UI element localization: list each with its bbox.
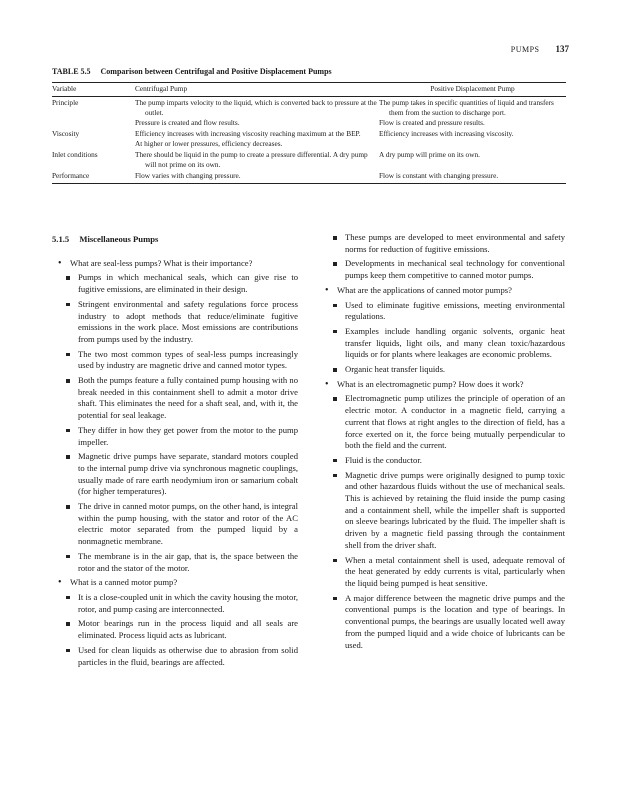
table-cell-centrifugal: [135, 149, 379, 170]
answer-item: Fluid is the conductor.: [319, 455, 565, 467]
table-cell-centrifugal: [135, 128, 379, 149]
section-title: Miscellaneous Pumps: [79, 234, 159, 244]
table-title: Comparison between Centrifugal and Positive Displacement Pumps: [100, 67, 332, 76]
table-cell-variable: Performance: [52, 170, 135, 184]
left-column: [52, 234, 298, 668]
running-head-section: PUMPS: [510, 45, 540, 54]
qa-list: [319, 232, 565, 651]
answer-item: Magnetic drive pumps have separate, standard motors coupled to the internal pump drive via synchronous magnetic couplings, usually made of rare earth neodymium iron or samarium cobalt (for higher temperatures).: [52, 451, 298, 498]
table-cell-positive: [379, 128, 566, 149]
cell-line: Flow varies with changing pressure.: [135, 171, 241, 180]
table-cell-variable: Principle: [52, 98, 79, 107]
answer-item: Used for clean liquids as otherwise due to abrasion from solid particles in the fluid, bearings are affected.: [52, 645, 298, 668]
answer-item: Magnetic drive pumps were originally designed to pump toxic and other hazardous fluids without the use of mechanical seals. This is achieved by retaining the fluid inside the pump casing and a containment shell, while the impeller shaft is supported on sleeve bearings lubricated by the fluid. The impeller shaft is driven by a magnetic field passing through the containment shell from the driver shaft.: [319, 470, 565, 552]
cell-line: Flow is created and pressure results.: [379, 118, 485, 127]
cell-line: Flow is constant with changing pressure.: [379, 171, 499, 180]
answer-item: Stringent environmental and safety regulations force process industry to adopt methods that reduce/eliminate fugitive emissions in the work place. Most emissions are contributions from pumps used by the industry.: [52, 299, 298, 346]
table-cell-variable: Inlet conditions: [52, 150, 98, 159]
table-row: [52, 97, 566, 129]
table-row: [52, 170, 566, 184]
answer-item: Pumps in which mechanical seals, which can give rise to fugitive emissions, are eliminated in their design.: [52, 272, 298, 295]
question: • What is a canned motor pump?: [52, 577, 298, 589]
column-header: Positive Displacement Pump: [379, 83, 566, 97]
qa-list: [52, 258, 298, 669]
running-header: [511, 44, 569, 54]
page-number: 137: [555, 44, 569, 54]
answer-item: When a metal containment shell is used, adequate removal of the heat generated by eddy currents is vital, particularly when the liquid being pumped is heat sensitive.: [319, 555, 565, 590]
table-cell-centrifugal: [135, 97, 379, 129]
table-cell-positive: [379, 97, 566, 129]
answer-item: Organic heat transfer liquids.: [319, 364, 565, 376]
answer-item: Both the pumps feature a fully contained pump housing with no break needed in this containment shell to admit a motor drive shaft. This eliminates the need for a shaft seal, and, with it, the potential for seal leakage.: [52, 375, 298, 422]
answer-item: The drive in canned motor pumps, on the other hand, is integral within the pump housing, with the stator and rotor of the AC electric motor separated from the pumped liquid by a nonmagnetic membrane.: [52, 501, 298, 548]
answer-item: The two most common types of seal-less pumps increasingly used by industry are magnetic drive and canned motor types.: [52, 349, 298, 372]
answer-item: Used to eliminate fugitive emissions, meeting environmental regulations.: [319, 300, 565, 323]
cell-line: Pressure is created and flow results.: [135, 118, 240, 127]
answer-item: Examples include handling organic solvents, organic heat transfer liquids, light oils, and many clean toxic/hazardous liquids or for plants where leakages are economic problems.: [319, 326, 565, 361]
comparison-table: [52, 82, 566, 184]
table-caption: [52, 67, 332, 76]
question: • What are the applications of canned motor pumps?: [319, 285, 565, 297]
table-cell-centrifugal: [135, 170, 379, 184]
answer-item: Developments in mechanical seal technology for conventional pumps keep them competitive to canned motor pumps.: [319, 258, 565, 281]
right-column: [319, 232, 565, 651]
table-cell-variable: Viscosity: [52, 129, 80, 138]
cell-line: A dry pump will prime on its own.: [379, 150, 480, 159]
cell-line: The pump imparts velocity to the liquid, which is converted back to pressure at the outlet.: [135, 98, 377, 117]
answer-item: The membrane is in the air gap, that is, the space between the rotor and the stator of the motor.: [52, 551, 298, 574]
section-number: 5.1.5: [52, 234, 70, 244]
cell-line: At higher or lower pressures, efficiency decreases.: [135, 139, 283, 148]
cell-line: There should be liquid in the pump to create a pressure differential. A dry pump will not prime on its own.: [135, 150, 368, 169]
answer-item: A major difference between the magnetic drive pumps and the conventional pumps is the location and type of bearings. In conventional pumps, the bearings are usually located well away from the pumped liquid and a wide choice of lubricants can be used.: [319, 593, 565, 652]
table-cell-positive: [379, 149, 566, 170]
question: • What is an electromagnetic pump? How does it work?: [319, 379, 565, 391]
column-header: Variable: [52, 83, 135, 97]
table-header-row: [52, 83, 566, 97]
column-header: Centrifugal Pump: [135, 83, 379, 97]
table-label: TABLE 5.5: [52, 67, 91, 76]
answer-item: Motor bearings run in the process liquid and all seals are eliminated. Process liquid acts as lubricant.: [52, 618, 298, 641]
table-row: [52, 149, 566, 170]
table-cell-positive: [379, 170, 566, 184]
answer-item: They differ in how they get power from the motor to the pump impeller.: [52, 425, 298, 448]
answer-item: These pumps are developed to meet environmental and safety norms for reduction of fugitive emissions.: [319, 232, 565, 255]
cell-line: Efficiency increases with increasing viscosity.: [379, 129, 514, 138]
table-row: [52, 128, 566, 149]
answer-item: Electromagnetic pump utilizes the principle of operation of an electric motor. A conductor in a magnetic field, carrying a current that flows at right angles to the direction of field, has a force exerted on it, the force being mutually perpendicular to both the field and the current.: [319, 393, 565, 452]
answer-item: It is a close-coupled unit in which the cavity housing the motor, rotor, and pump casing are interconnected.: [52, 592, 298, 615]
section-heading: [52, 234, 298, 246]
question: • What are seal-less pumps? What is their importance?: [52, 258, 298, 270]
cell-line: The pump takes in specific quantities of liquid and transfers them from the suction to discharge port.: [379, 98, 554, 117]
cell-line: Efficiency increases with increasing viscosity reaching maximum at the BEP.: [135, 129, 361, 138]
